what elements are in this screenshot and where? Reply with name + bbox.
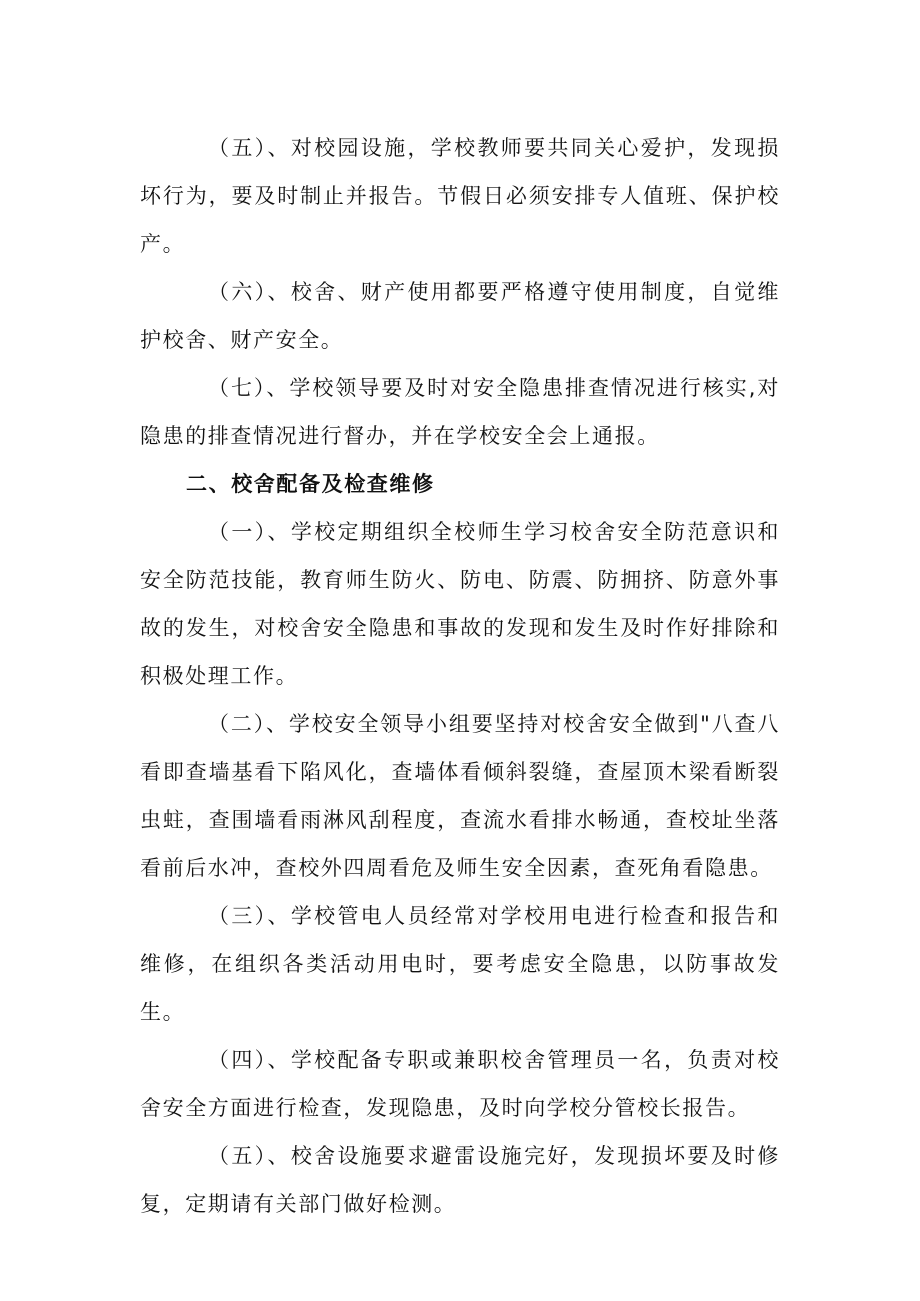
paragraph-item-7: （七）、学校领导要及时对安全隐患排查情况进行核实,对隐患的排查情况进行督办，并在学校安全会上通报。	[140, 376, 780, 448]
paragraph-section2-item-3: （三）、学校管电人员经常对学校用电进行检查和报告和维修，在组织各类活动用电时，要考虑安全隐患，以防事故发生。	[140, 904, 780, 1024]
paragraph-section2-item-1: （一）、学校定期组织全校师生学习校舍安全防范意识和安全防范技能，教育师生防火、防电、防震、防拥挤、防意外事故的发生，对校舍安全隐患和事故的发现和发生及时作好排除和积极处理工作。	[140, 520, 780, 688]
paragraph-section2-item-5: （五）、校舍设施要求避雷设施完好，发现损坏要及时修复，定期请有关部门做好检测。	[140, 1144, 780, 1216]
document-body	[140, 124, 780, 1228]
paragraph-section2-item-4: （四）、学校配备专职或兼职校舍管理员一名，负责对校舍安全方面进行检查，发现隐患，及时向学校分管校长报告。	[140, 1048, 780, 1120]
section-heading: 二、校舍配备及检查维修	[186, 472, 435, 496]
paragraph-item-5: （五）、对校园设施，学校教师要共同关心爱护，发现损坏行为，要及时制止并报告。节假日必须安排专人值班、保护校产。	[140, 136, 780, 256]
paragraph-item-6: （六）、校舍、财产使用都要严格遵守使用制度，自觉维护校舍、财产安全。	[140, 280, 780, 352]
paragraph-section2-item-2: （二）、学校安全领导小组要坚持对校舍安全做到"八查八看即查墙基看下陷风化，查墙体看倾斜裂缝，查屋顶木梁看断裂虫蛀，查围墙看雨淋风刮程度，查流水看排水畅通，查校址坐落看前后水冲，查校外四周看危及师生安全因素，查死角看隐患。	[140, 712, 780, 880]
